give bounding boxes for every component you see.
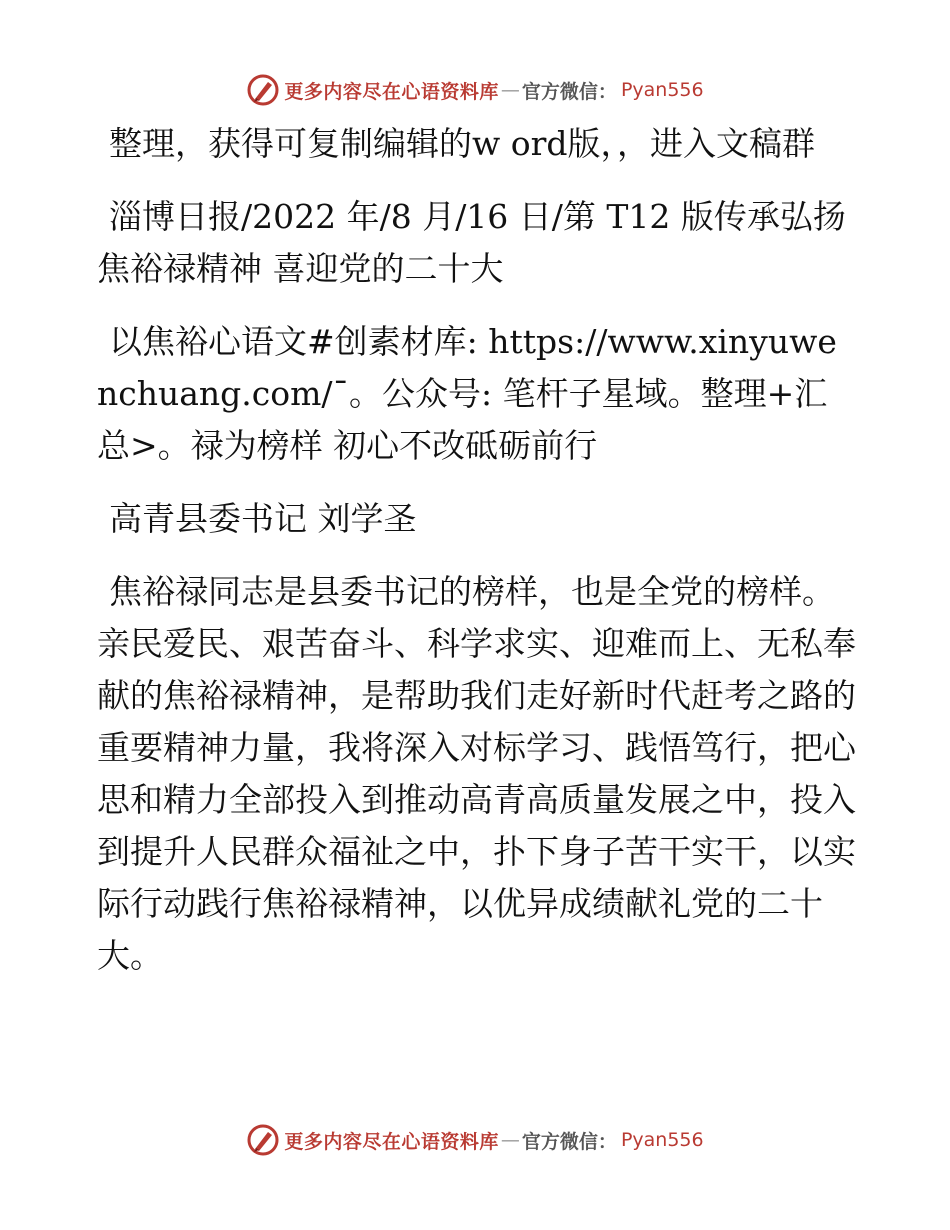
watermark-official-label: 官方微信：	[521, 1130, 617, 1153]
watermark-main-text: 更多内容尽在心语资料库	[284, 80, 499, 103]
watermark-main-text: 更多内容尽在心语资料库	[284, 1130, 499, 1153]
watermark-official-label: 官方微信：	[521, 80, 617, 103]
footer-watermark	[0, 1120, 950, 1160]
header-watermark	[0, 70, 950, 110]
paragraph-body: 焦裕禄同志是县委书记的榜样，也是全党的榜样。亲民爱民、艰苦奋斗、科学求实、迎难而上、无私奉献的焦裕禄精神，是帮助我们走好新时代赶考之路的重要精神力量，我将深入对标学习、践悟笃行，把心思和精力全部投入到推动高青高质量发展之中，投入到提升人民群众福祉之中，扑下身子苦干实干，以实际行动践行焦裕禄精神，以优异成绩献礼党的二十大。	[97, 572, 856, 975]
paragraph-intro: 整理，获得可复制编辑的w ord版，，进入文稿群	[109, 124, 816, 163]
quill-pen-circle-icon	[246, 1123, 280, 1157]
paragraph-material-link: 以焦裕心语文#创素材库: https://www.xinyuwenchuang.com/¯。公众号: 笔杆子星域。整理+汇总>。禄为榜样 初心不改砥砺前行	[97, 322, 837, 465]
paragraph-author: 高青县委书记 刘学圣	[109, 499, 417, 538]
watermark-dash: —	[500, 1129, 520, 1151]
watermark-dash: —	[500, 79, 520, 101]
paragraph-source: 淄博日报/2022 年/8 月/16 日/第 T12 版传承弘扬焦裕禄精神 喜迎党的二十大	[97, 197, 846, 288]
document-body	[97, 118, 857, 1003]
quill-pen-circle-icon	[246, 73, 280, 107]
watermark-wechat-id: Pyan556	[620, 79, 704, 101]
watermark-wechat-id: Pyan556	[620, 1129, 704, 1151]
